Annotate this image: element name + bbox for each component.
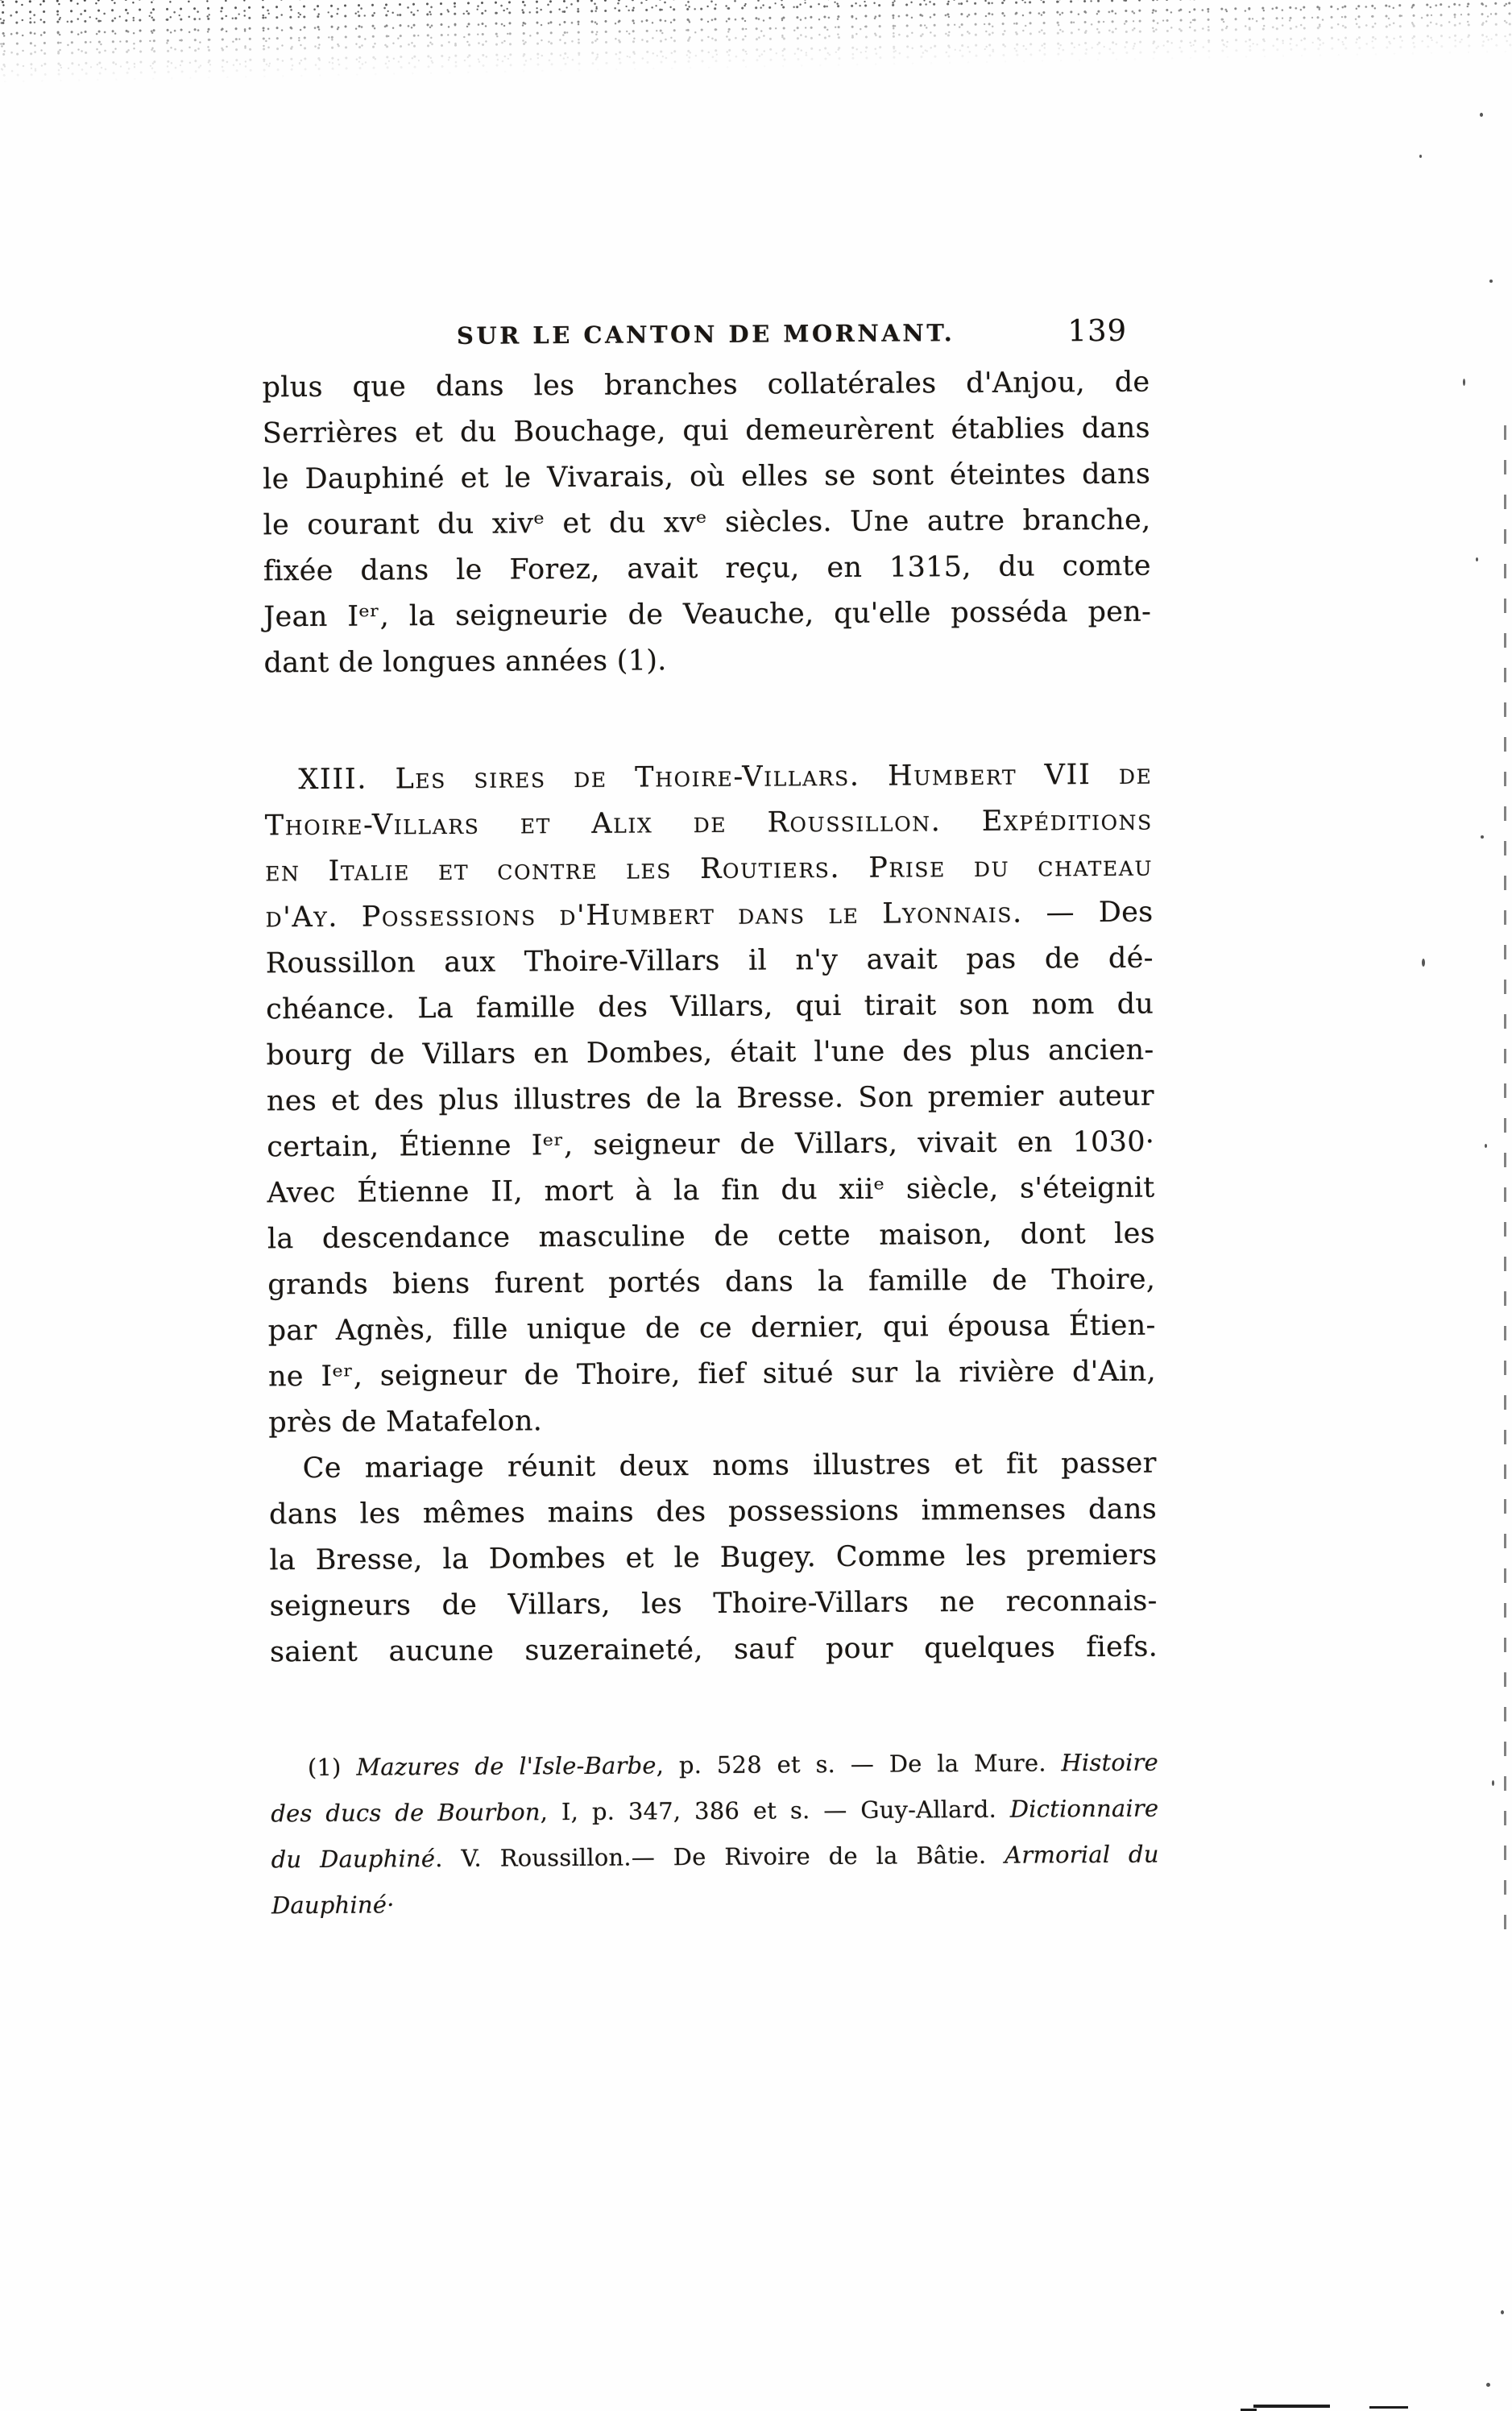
text-line: nes et des plus illustres de la Bresse. Son premier auteur [266,1079,1155,1118]
section-heading-line: XIII. Les sires de Thoire-Villars. Humbert VII de [298,758,1153,797]
scan-speck [1486,2383,1490,2387]
scan-speck [1485,1144,1487,1148]
scan-dash-artifact [1253,2405,1330,2408]
text-line: Ce mariage réunit deux noms illustres et fit passer [302,1447,1157,1485]
running-header-title: SUR LE CANTON DE MORNANT. [456,319,955,350]
text-line: seigneurs de Villars, les Thoire-Villars ne reconnais- [269,1585,1158,1623]
text-line: dant de longues années (1). [263,644,667,680]
footnote-italic-title: du Dauphiné [271,1845,436,1874]
footnote-italic-title: des ducs de Bourbon [271,1798,541,1828]
footnote-line [271,1878,1159,1929]
footnote-italic-title: Dauphiné· [271,1891,395,1920]
scan-speck [1501,2310,1504,2314]
footnote-italic-title: Mazures de l'Isle-Barbe [356,1751,657,1781]
footnote-line [271,1740,1158,1792]
page-header [262,313,1150,361]
text-line: dans les mêmes mains des possessions immenses dans [268,1493,1158,1531]
scan-speck [1481,835,1484,839]
footnote-text: . V. Roussillon.— De Rivoire de la Bâtie. [435,1841,1005,1873]
text-line: par Agnès, fille unique de ce dernier, qui épousa Étien- [267,1309,1156,1348]
text-line: bourg de Villars en Dombes, était l'une des plus ancien- [266,1034,1154,1072]
footnote-italic-title: Armorial du [1005,1840,1159,1869]
heading-roman-segment: Des [1098,896,1154,930]
footnote-text: , p. 528 et s. — De la Mure. [656,1749,1062,1779]
scan-speck [1422,959,1425,967]
text-line: Avec Étienne II, mort à la fin du xiiᵉ siècle, s'éteignit [267,1171,1155,1210]
footnote-italic-title: Dictionnaire [1009,1794,1159,1823]
text-line: certain, Étienne Iᵉʳ, seigneur de Villars, vivait en 1030· [267,1125,1155,1164]
text-line: Roussillon aux Thoire-Villars il n'y avait pas de dé- [265,942,1154,980]
footnote-line [271,1786,1158,1837]
text-line: grands biens furent portés dans la famille de Thoire, [267,1263,1156,1302]
paragraph-continuation [262,360,1151,687]
text-line: le Dauphiné et le Vivarais, où elles se sont éteintes dans [263,458,1151,496]
scan-speck [1476,557,1478,561]
text-line: chéance. La famille des Villars, qui tirait son nom du [266,988,1154,1026]
scan-speck [1492,1780,1494,1786]
paragraph-marriage [269,1441,1158,1676]
text-line: ne Iᵉʳ, seigneur de Thoire, fief situé sur la rivière d'Ain, [267,1355,1157,1394]
scan-speck [1489,280,1493,283]
section-heading-line [265,890,1153,942]
text-line: fixée dans le Forez, avait reçu, en 1315, du comte [263,549,1151,588]
section-heading-line: en Italie et contre les Routiers. Prise du chateau [265,850,1154,889]
text-line: saient aucune suzeraineté, sauf pour quelques fiefs. [269,1630,1158,1669]
section-xiii [264,752,1156,1447]
text-line: plus que dans les branches collatérales d'Anjou, de [262,366,1150,404]
scan-edge-artifact [1504,425,1506,1948]
scan-dash-artifact [1369,2406,1408,2409]
scan-noise-band [0,0,1512,86]
text-line: Jean Iᵉʳ, la seigneurie de Veauche, qu'elle posséda pen- [263,595,1152,634]
footnote [271,1740,1159,1929]
footnote-line [271,1832,1158,1883]
scan-speck [1480,113,1483,117]
heading-smallcaps-segment: d'Ay. Possessions d'Humbert dans le Lyonnais. — [265,897,1099,934]
text-line: le courant du xivᵉ et du xvᵉ siècles. Une autre branche, [263,503,1151,542]
footnote-italic-title: Histoire [1061,1748,1159,1777]
text-line: Serrières et du Bouchage, qui demeurèrent établies dans [262,412,1150,450]
page-content [262,313,1159,1929]
footnote-text: , I, p. 347, 386 et s. — Guy-Allard. [540,1795,1010,1826]
text-line: la Bresse, la Dombes et le Bugey. Comme les premiers [269,1539,1158,1577]
footnote-marker: (1) [307,1753,357,1782]
section-heading-line: Thoire-Villars et Alix de Roussillon. Expéditions [264,804,1153,843]
text-line: près de Matafelon. [268,1405,543,1440]
page-number: 139 [1067,313,1128,349]
scan-speck [1463,379,1465,386]
scan-speck [1419,155,1422,158]
text-line: la descendance masculine de cette maison, dont les [267,1217,1156,1256]
